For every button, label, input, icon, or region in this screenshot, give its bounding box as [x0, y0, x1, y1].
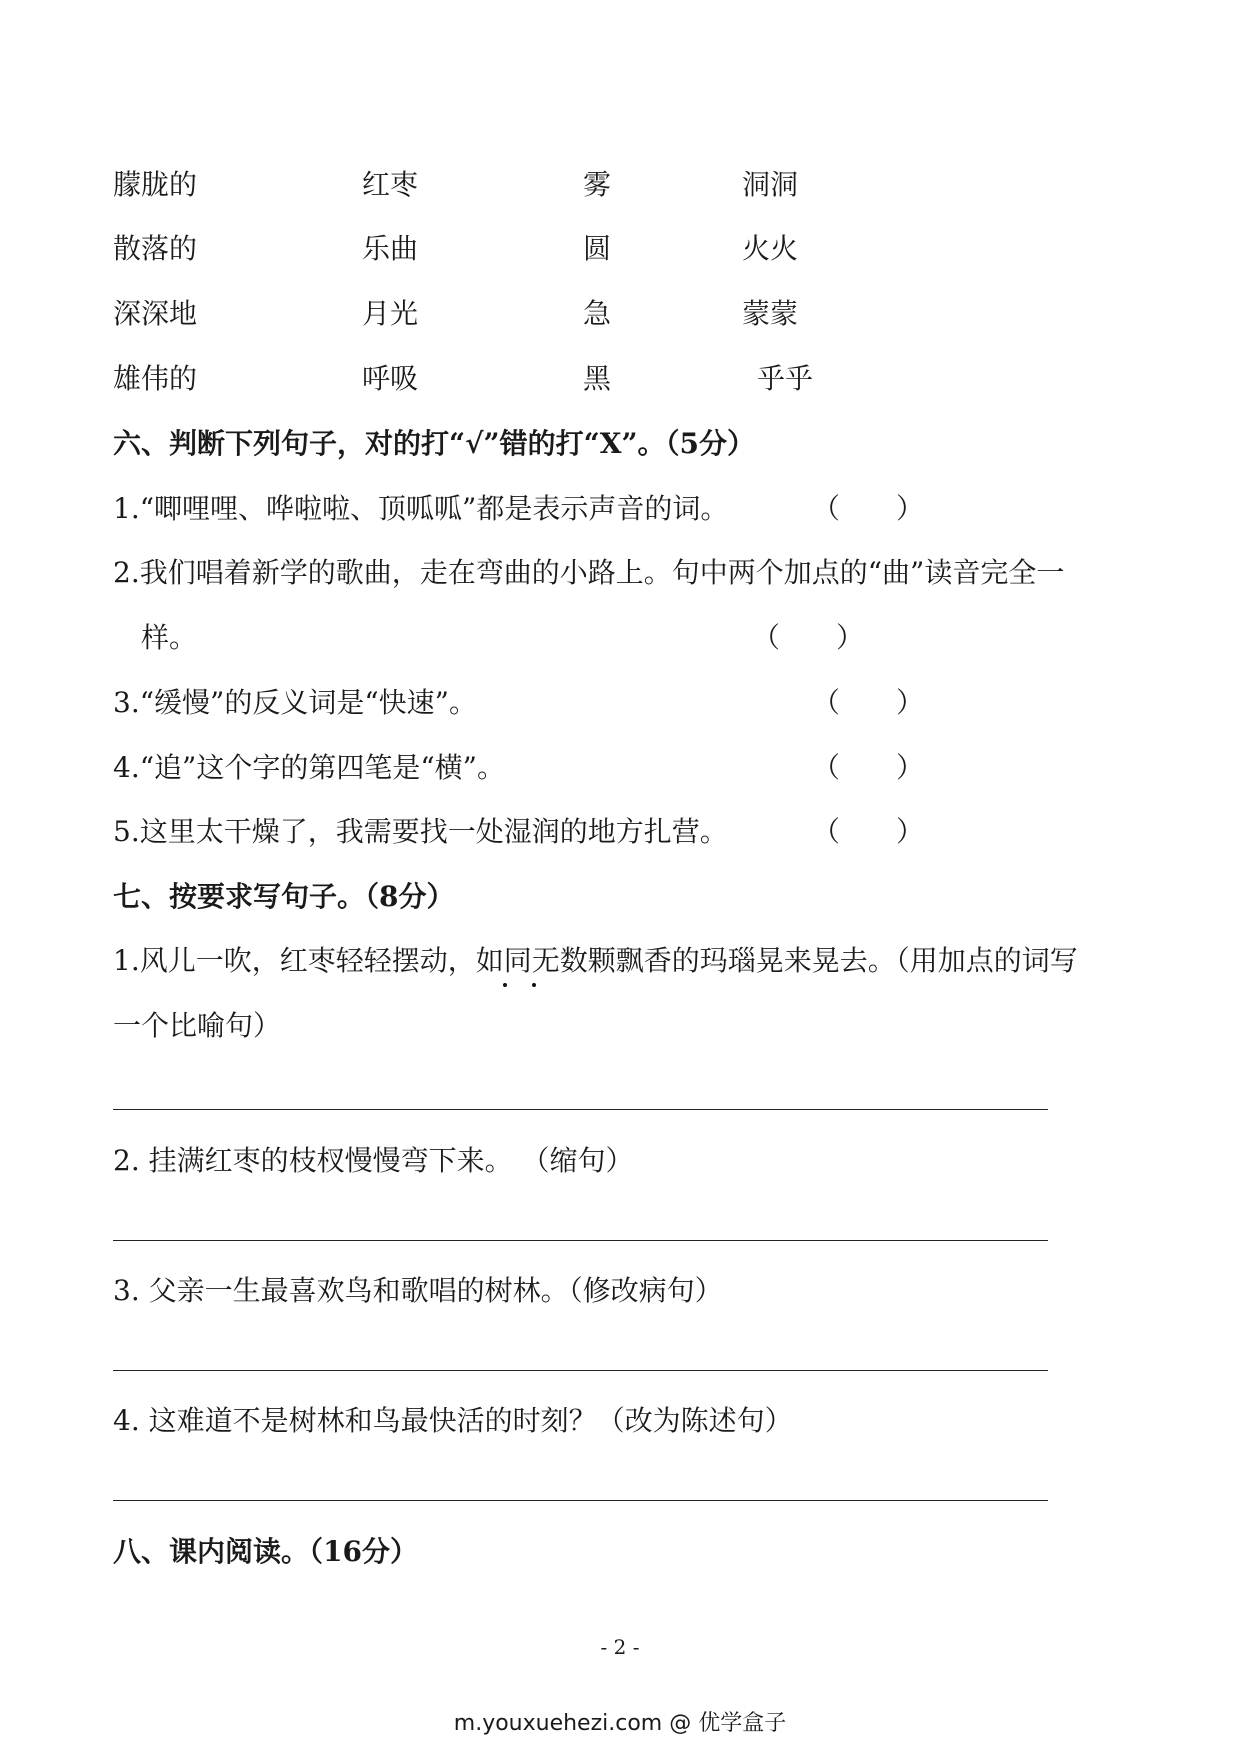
match-row4-col3: 黑 — [583, 362, 612, 395]
match-row3-col1: 深深地 — [113, 297, 198, 330]
answer-line-2[interactable] — [113, 1240, 1048, 1241]
judge-answer-1[interactable]: （ ） — [812, 492, 925, 525]
match-row1-col2: 红枣 — [362, 168, 419, 201]
match-row4-col2: 呼吸 — [362, 362, 419, 395]
write-item-3: 3. 父亲一生最喜欢鸟和歌唱的树林。（修改病句） — [113, 1274, 723, 1307]
judge-item-2-cont: 样。 — [141, 621, 198, 654]
write-item-4: 4. 这难道不是树林和鸟最快活的时刻？（改为陈述句） — [113, 1404, 793, 1437]
answer-line-3[interactable] — [113, 1370, 1048, 1371]
match-row4-col4: 乎乎 — [757, 362, 814, 395]
match-row2-col4: 火火 — [742, 232, 799, 265]
section6-title: 六、判断下列句子，对的打“√”错的打“X”。（5分） — [113, 427, 756, 460]
write-item-1-cont: 一个比喻句） — [113, 1009, 282, 1042]
answer-line-1[interactable] — [113, 1109, 1048, 1110]
judge-answer-4[interactable]: （ ） — [812, 751, 925, 784]
section8-title: 八、课内阅读。（16分） — [113, 1535, 418, 1568]
section7-title: 七、按要求写句子。（8分） — [113, 880, 455, 913]
match-row4-col1: 雄伟的 — [113, 362, 198, 395]
page-number: - 2 - — [600, 1635, 640, 1659]
match-row2-col3: 圆 — [583, 232, 612, 265]
answer-line-4[interactable] — [113, 1500, 1048, 1501]
match-row1-col1: 朦胧的 — [113, 168, 198, 201]
judge-item-3: 3.“缓慢”的反义词是“快速”。 — [113, 686, 477, 719]
match-row2-col2: 乐曲 — [362, 232, 419, 265]
match-row2-col1: 散落的 — [113, 232, 198, 265]
write-item-2: 2. 挂满红枣的枝杈慢慢弯下来。 （缩句） — [113, 1144, 634, 1177]
judge-item-5: 5.这里太干燥了，我需要找一处湿润的地方扎营。 — [113, 815, 728, 848]
write-item-1: 1.风儿一吹，红枣轻轻摆动，如同无数颗飘香的玛瑙晃来晃去。（用加点的词写 — [113, 944, 1078, 977]
judge-answer-2[interactable]: （ ） — [752, 621, 865, 654]
match-row3-col3: 急 — [583, 297, 612, 330]
footer-watermark: m.youxuehezi.com @ 优学盒子 — [453, 1711, 787, 1736]
match-row3-col4: 蒙蒙 — [742, 297, 799, 330]
judge-answer-5[interactable]: （ ） — [812, 815, 925, 848]
emphasis-dot — [503, 983, 507, 987]
judge-item-1: 1.“唧哩哩、哗啦啦、顶呱呱”都是表示声音的词。 — [113, 492, 729, 525]
judge-item-2: 2.我们唱着新学的歌曲，走在弯曲的小路上。句中两个加点的“曲”读音完全一 — [113, 556, 1065, 589]
match-row1-col4: 洞洞 — [742, 168, 799, 201]
match-row1-col3: 雾 — [583, 168, 612, 201]
judge-item-4: 4.“追”这个字的第四笔是“横”。 — [113, 751, 505, 784]
emphasis-dot — [532, 983, 536, 987]
judge-answer-3[interactable]: （ ） — [812, 686, 925, 719]
match-row3-col2: 月光 — [362, 297, 419, 330]
